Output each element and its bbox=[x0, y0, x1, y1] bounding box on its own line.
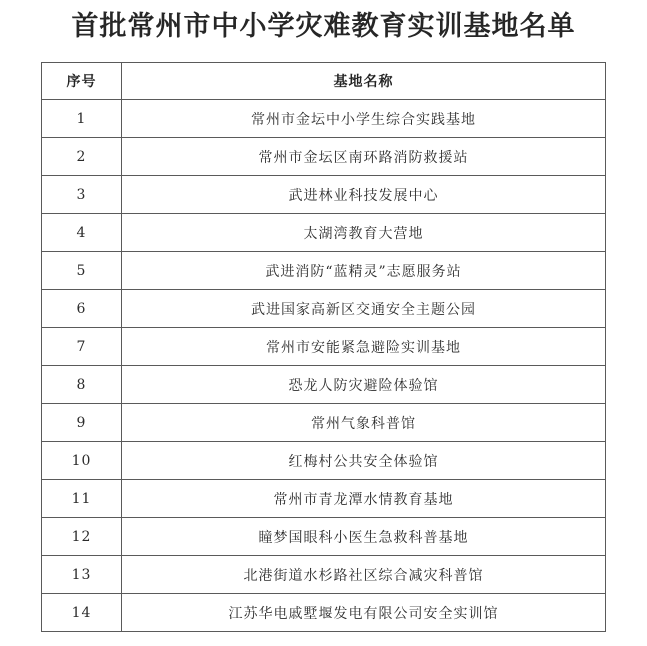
row-base-name: 江苏华电戚墅堰发电有限公司安全实训馆 bbox=[122, 594, 606, 632]
table-row bbox=[42, 480, 606, 518]
row-number: 12 bbox=[42, 518, 122, 556]
row-number: 13 bbox=[42, 556, 122, 594]
table-row bbox=[42, 290, 606, 328]
header-serial-number: 序号 bbox=[42, 63, 122, 100]
row-base-name: 红梅村公共安全体验馆 bbox=[122, 442, 606, 480]
row-base-name: 北港街道水杉路社区综合减灾科普馆 bbox=[122, 556, 606, 594]
table-row bbox=[42, 252, 606, 290]
row-base-name: 常州市安能紧急避险实训基地 bbox=[122, 328, 606, 366]
row-base-name: 常州市青龙潭水情教育基地 bbox=[122, 480, 606, 518]
row-number: 1 bbox=[42, 100, 122, 138]
row-number: 3 bbox=[42, 176, 122, 214]
table-row bbox=[42, 214, 606, 252]
header-base-name: 基地名称 bbox=[122, 63, 606, 100]
table-row bbox=[42, 100, 606, 138]
row-number: 6 bbox=[42, 290, 122, 328]
row-number: 8 bbox=[42, 366, 122, 404]
table-row bbox=[42, 366, 606, 404]
row-base-name: 武进国家高新区交通安全主题公园 bbox=[122, 290, 606, 328]
table-row bbox=[42, 556, 606, 594]
table-row bbox=[42, 442, 606, 480]
row-number: 7 bbox=[42, 328, 122, 366]
table-row bbox=[42, 138, 606, 176]
row-number: 5 bbox=[42, 252, 122, 290]
row-base-name: 太湖湾教育大营地 bbox=[122, 214, 606, 252]
row-base-name: 恐龙人防灾避险体验馆 bbox=[122, 366, 606, 404]
row-number: 2 bbox=[42, 138, 122, 176]
row-base-name: 瞳梦国眼科小医生急救科普基地 bbox=[122, 518, 606, 556]
table-header-row bbox=[42, 63, 606, 100]
table-row bbox=[42, 328, 606, 366]
row-base-name: 常州气象科普馆 bbox=[122, 404, 606, 442]
row-number: 14 bbox=[42, 594, 122, 632]
row-base-name: 武进林业科技发展中心 bbox=[122, 176, 606, 214]
row-number: 10 bbox=[42, 442, 122, 480]
table-row bbox=[42, 176, 606, 214]
row-number: 9 bbox=[42, 404, 122, 442]
row-base-name: 武进消防“蓝精灵”志愿服务站 bbox=[122, 252, 606, 290]
document-title: 首批常州市中小学灾难教育实训基地名单 bbox=[71, 11, 576, 42]
row-base-name: 常州市金坛区南环路消防救援站 bbox=[122, 138, 606, 176]
table-row bbox=[42, 518, 606, 556]
table-row bbox=[42, 594, 606, 632]
row-number: 11 bbox=[42, 480, 122, 518]
row-number: 4 bbox=[42, 214, 122, 252]
row-base-name: 常州市金坛中小学生综合实践基地 bbox=[122, 100, 606, 138]
training-base-table bbox=[41, 62, 606, 632]
table-row bbox=[42, 404, 606, 442]
